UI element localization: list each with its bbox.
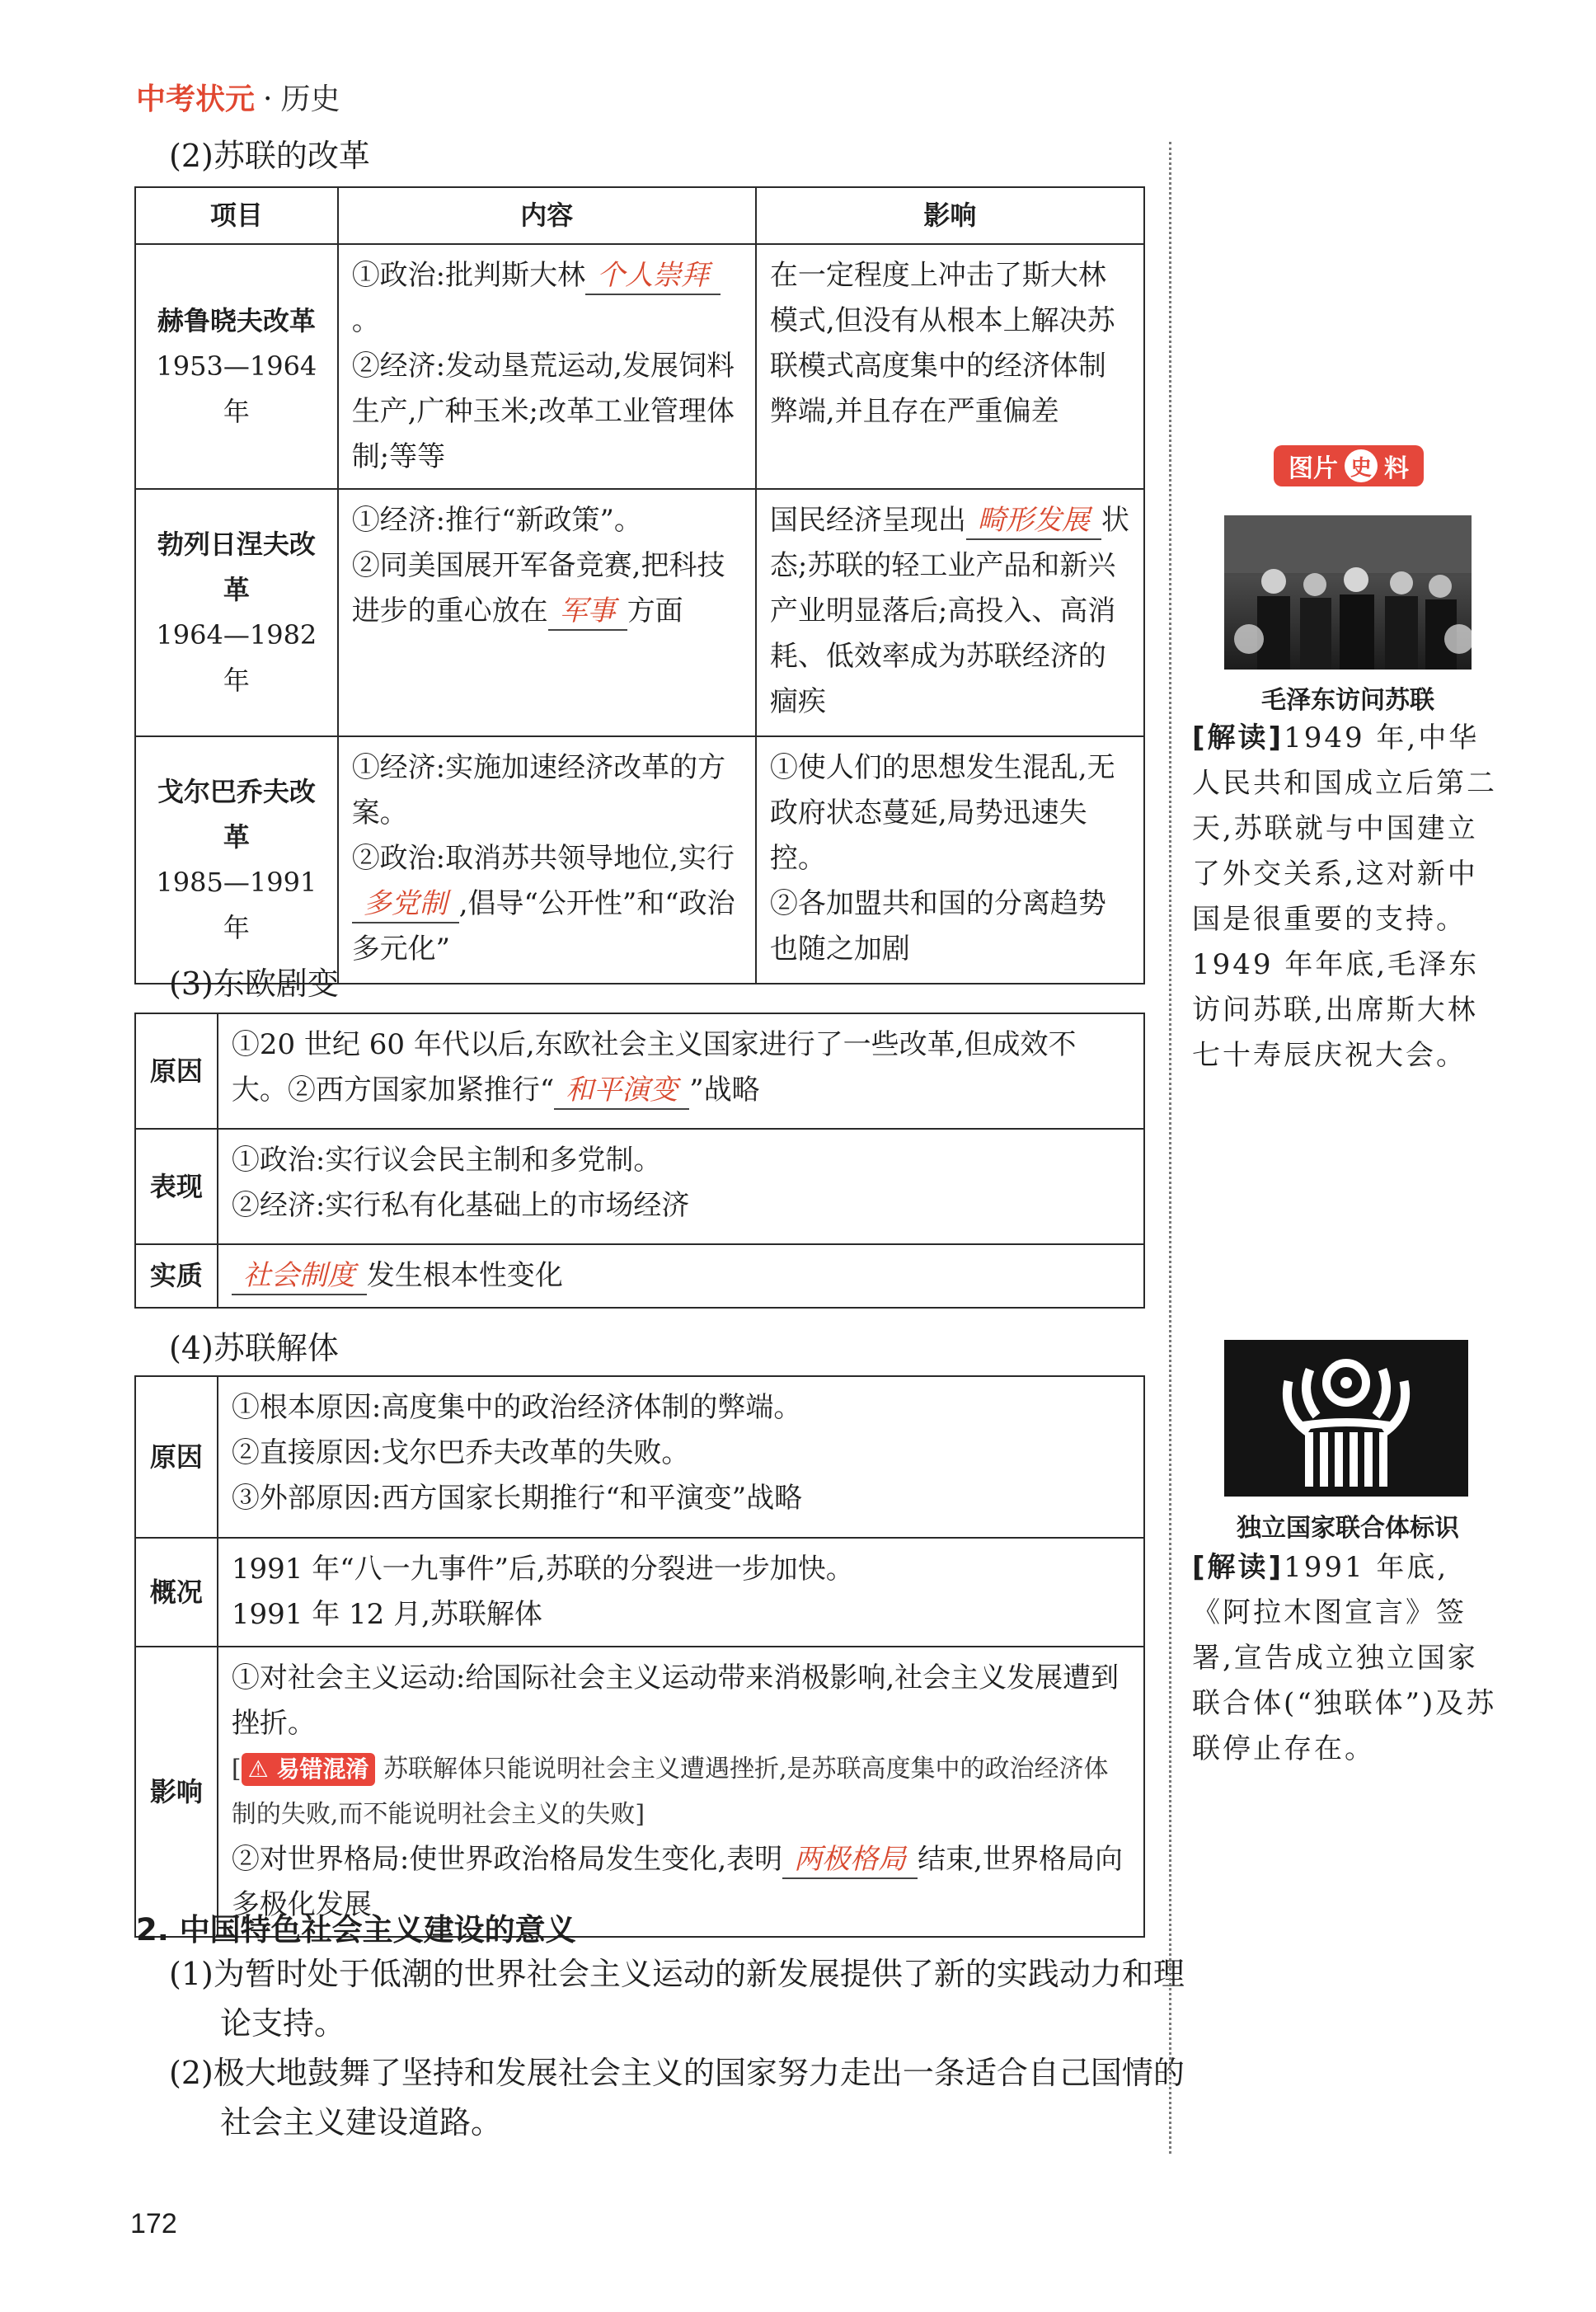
section-heading-china: 2. 中国特色社会主义建设的意义 (136, 1912, 576, 1948)
content-cell (338, 736, 756, 984)
interpretation-text: 1949 年,中华人民共和国成立后第二天,苏联就与中国建立了外交关系,这对新中国是很重要的支持。1949 年年底,毛泽东访问苏联,出席斯大林七十寿辰庆祝大会。 (1192, 721, 1497, 1072)
row-head (135, 244, 338, 489)
header-dot: · (263, 82, 273, 116)
page-header (136, 76, 340, 118)
row-head (135, 489, 338, 736)
row-head (135, 736, 338, 984)
performance-cell (218, 1129, 1144, 1244)
row-label: 表现 (135, 1129, 218, 1244)
cause-line: ①根本原因:高度集中的政治经济体制的弊端。 (231, 1391, 802, 1424)
paragraph-1: (1)为暂时处于低潮的世界社会主义运动的新发展提供了新的实践动力和理论支持。 (169, 1956, 1185, 2042)
table-header-row (135, 187, 1144, 244)
warning-label: 易错混淆 (276, 1755, 369, 1783)
impact-line: ②各加盟共和国的分离趋势也随之加剧 (769, 887, 1106, 966)
reform-years: 1985—1991 年 (156, 867, 317, 943)
performance-line: ①政治:实行议会民主制和多党制。 (231, 1144, 662, 1177)
impact-cell: 在一定程度上冲击了斯大林模式,但没有从根本上解决苏联模式高度集中的经济体制弊端,并且存在严重偏差 (756, 244, 1144, 489)
impact-line: ①使人们的思想发生混乱,无政府状态蔓延,局势迅速失控。 (769, 751, 1115, 875)
cause-line: ②直接原因:戈尔巴乔夫改革的失败。 (231, 1436, 690, 1469)
answer-blank: 社会制度 (232, 1257, 367, 1295)
answer-blank: 畸形发展 (966, 502, 1101, 540)
content-line: ②经济:发动垦荒运动,发展饲料生产,广种玉米;改革工业管理体制;等等 (351, 350, 735, 473)
content-line-end: ,倡导“公开性”和“政治多元化” (351, 887, 735, 966)
answer-blank: 个人崇拜 (585, 257, 721, 295)
cause-line: ③外部原因:西方国家长期推行“和平演变”战略 (231, 1482, 803, 1515)
table-row-impact (135, 1647, 1144, 1937)
interpretation-tag: [解读] (1192, 1551, 1284, 1584)
reform-years: 1964—1982 年 (156, 619, 317, 696)
cause-cell (218, 1013, 1144, 1129)
col-header-impact: 影响 (756, 187, 1144, 244)
sidebar-divider (1169, 142, 1171, 2154)
cause-cell (218, 1376, 1144, 1538)
photo-caption: 毛泽东访问苏联 (1261, 686, 1434, 715)
row-label: 原因 (135, 1376, 218, 1538)
reform-years: 1953—1964 年 (156, 350, 317, 427)
warning-text: 苏联解体只能说明社会主义遭遇挫折,是苏联高度集中的政治经济体制的失败,而不能说明社会主义的失败 (231, 1755, 1109, 1829)
reform-name: 赫鲁晓夫改革 (157, 305, 316, 336)
content-cell (338, 489, 756, 736)
content-line: ①经济:实施加速经济改革的方案。 (351, 751, 726, 829)
table-row-cause (135, 1013, 1144, 1129)
row-label: 实质 (135, 1244, 218, 1308)
section-heading-reform: (2)苏联的改革 (169, 138, 370, 174)
table-row-cause (135, 1376, 1144, 1538)
content-line-end: 。 (351, 304, 380, 337)
badge-text: 料 (1384, 454, 1409, 483)
east-europe-table (134, 1013, 1145, 1309)
reform-name: 戈尔巴乔夫改革 (157, 776, 316, 853)
row-label: 影响 (135, 1647, 218, 1937)
impact-text: 国民经济呈现出 (769, 504, 966, 537)
answer-blank: 多党制 (352, 886, 459, 923)
reform-name: 勃列日涅夫改革 (157, 529, 316, 605)
table-row-performance (135, 1129, 1144, 1244)
section-heading-east-europe: (3)东欧剧变 (169, 966, 339, 1002)
impact-line: ②对世界格局:使世界政治格局发生变化,表明 (231, 1843, 783, 1876)
overview-cell (218, 1538, 1144, 1647)
table-row-khrushchev (135, 244, 1144, 489)
mistake-note: [ ⚠ 易错混淆 苏联解体只能说明社会主义遭遇挫折,是苏联高度集中的政治经济体制的失败,而不能说明社会主义的失败] (231, 1755, 1109, 1829)
content-line: ②同美国展开军备竞赛,把科技进步的重心放在 (351, 549, 725, 627)
row-label: 概况 (135, 1538, 218, 1647)
overview-line: 1991 年“八一九事件”后,苏联的分裂进一步加快。 (231, 1553, 854, 1586)
impact-cell (756, 736, 1144, 984)
alert-icon: ⚠ (247, 1755, 269, 1783)
answer-blank: 军事 (548, 593, 627, 631)
row-label: 原因 (135, 1013, 218, 1129)
section-heading-dissolution: (4)苏联解体 (169, 1330, 339, 1366)
table-row-overview (135, 1538, 1144, 1647)
content-line: ①经济:推行“新政策”。 (351, 504, 642, 537)
reform-table (134, 186, 1145, 984)
warning-badge (242, 1753, 376, 1786)
content-line: ②政治:取消苏共领导地位,实行 (351, 842, 735, 875)
col-header-content: 内容 (338, 187, 756, 244)
interpretation-2 (1192, 1545, 1505, 1772)
content-line: ①政治:批判斯大林 (351, 259, 586, 292)
page-number: 172 (130, 2208, 177, 2239)
interpretation-text: 1991 年底,《阿拉木图宣言》签署,宣告成立独立国家联合体(“独联体”)及苏联停止存在。 (1192, 1551, 1497, 1765)
interpretation-1 (1192, 716, 1505, 1078)
subject-title: 历史 (280, 82, 340, 116)
cis-emblem-icon (1224, 1340, 1468, 1497)
paragraph-2: (2)极大地鼓舞了坚持和发展社会主义的国家努力走出一条适合自己国情的社会主义建设道路。 (169, 2055, 1185, 2140)
impact-text: 状态;苏联的轻工业产品和新兴产业明显落后;高投入、高消耗、低效率成为苏联经济的痼疾 (769, 504, 1129, 718)
badge-circle: 史 (1345, 449, 1378, 482)
cis-logo (1224, 1340, 1468, 1497)
brand-logo: 中考状元 (136, 82, 256, 116)
impact-cell (756, 489, 1144, 736)
impact-line-end: 结束,世界格局向多极化发展 (231, 1843, 1123, 1921)
performance-line: ②经济:实行私有化基础上的市场经济 (231, 1189, 690, 1222)
impact-line: ①对社会主义运动:给国际社会主义运动带来消极影响,社会主义发展遭到挫折。 (231, 1661, 1120, 1740)
table-row-brezhnev (135, 489, 1144, 736)
overview-line: 1991 年 12 月,苏联解体 (231, 1598, 542, 1631)
table-row-gorbachev (135, 736, 1144, 984)
content-line-end: 方面 (627, 594, 683, 627)
answer-blank: 两极格局 (782, 1841, 918, 1879)
dissolution-table (134, 1375, 1145, 1938)
table-row-essence (135, 1244, 1144, 1308)
mao-visit-photo (1224, 515, 1472, 670)
cause-text: ①20 世纪 60 年代以后,东欧社会主义国家进行了一些改革,但成效不大。②西方国家加紧推行“ (231, 1028, 1077, 1107)
impact-cell (218, 1647, 1144, 1937)
cause-text-end: ”战略 (689, 1074, 760, 1107)
col-header-item: 项目 (135, 187, 338, 244)
interpretation-tag: [解读] (1192, 721, 1284, 754)
photo-figures (1224, 515, 1472, 670)
answer-blank: 和平演变 (554, 1072, 689, 1110)
essence-text: 发生根本性变化 (366, 1259, 563, 1292)
logo-caption: 独立国家联合体标识 (1237, 1514, 1459, 1543)
essence-cell (218, 1244, 1144, 1308)
picture-history-badge (1274, 445, 1424, 486)
badge-text: 图片 (1289, 454, 1338, 483)
content-cell (338, 244, 756, 489)
